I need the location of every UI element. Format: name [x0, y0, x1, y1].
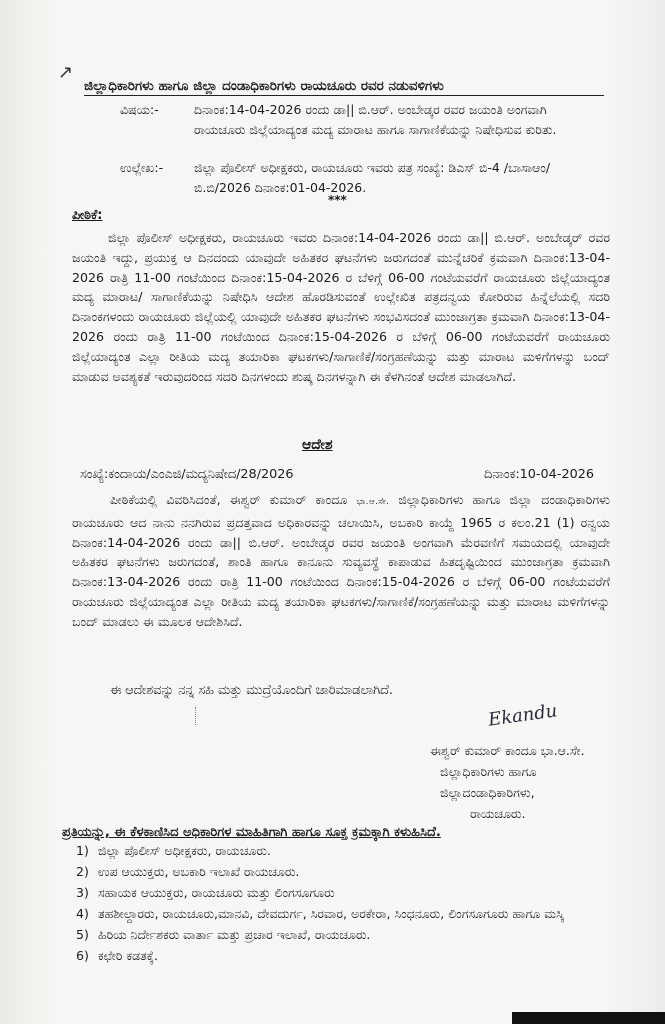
list-item-number: 4) [76, 906, 89, 921]
list-item-text: ಕಛೇರಿ ಕಡತಕ್ಕೆ. [98, 948, 158, 963]
separator-stars: *** [328, 193, 347, 207]
preamble-heading: ಪೀಠಿಕೆ: [72, 208, 103, 223]
list-item-number: 6) [76, 948, 89, 963]
order-body-part2: ಜಿಲ್ಲಾಧಿಕಾರಿಗಳು ಹಾಗೂ ಜಿಲ್ಲಾ ದಂಡಾಧಿಕಾರಿಗಳು ರಾಯಚೂರು ಆದ ನಾನು ನನಗಿರುವ ಪ್ರದತ್ತವಾದ ಅಧಿಕಾರವನ್ನು ಚಲಾಯಿಸಿ, ಅಬಕಾರಿ ಕಾಯ್ದೆ 1965 ರ ಕಲಂ.21 (1) ರನ್ವಯ ದಿನಾಂಕ:14-04-2026 ರಂದು ಡಾ|| ಬಿ.ಆರ್. ಅಂಬೇಡ್ಕರ ರವರ ಜಯಂತಿ ಅಂಗವಾಗಿ ಮೆರವಣಿಗೆ ಸಮಯದಲ್ಲಿ ಯಾವುದೇ ಅಹಿತಕರ ಘಟನೆಗಳು ಜರುಗದಂತೆ, ಶಾಂತಿ ಹಾಗೂ ಕಾನೂನು ಸುವ್ಯವಸ್ಥೆ ಕಾಪಾಡುವ ಹಿತದೃಷ್ಟಿಯಿಂದ ಮುಂಜಾಗ್ರತಾ ಕ್ರಮವಾಗಿ ದಿನಾಂಕ:13-04-2026 ರಂದು ರಾತ್ರಿ 11-00 ಗಂಟೆಯಿಂದ ದಿನಾಂಕ:15-04-2026 ರ ಬೆಳಿಗ್ಗೆ 06-00 ಗಂಟೆಯವರೆಗೆ ರಾಯಚೂರು ಜಿಲ್ಲೆಯಾದ್ಯಂತ ಎಲ್ಲಾ ರೀತಿಯ ಮದ್ಯ ತಯಾರಿಕಾ ಘಟಕಗಳು/ಸಾಗಾಣಿಕೆ/ಸಂಗ್ರಹಣೆಯನ್ನು ಮತ್ತು ಮಾರಾಟ ಮಳಿಗೆಗಳನ್ನು ಬಂದ್ ಮಾಡಲು ಈ ಮೂಲಕ ಆದೇಶಿಸಿದೆ. [72, 492, 610, 629]
reference-label: ಉಲ್ಲೇಖ:- [120, 160, 164, 175]
list-item-number: 5) [76, 927, 89, 942]
subject-section [120, 100, 590, 140]
list-item [76, 842, 616, 860]
list-item-number: 2) [76, 864, 89, 879]
officer-suffix: ಭಾ.ಆ.ಸೇ. [356, 497, 390, 507]
order-body-part1: ಪೀಠಿಕೆಯಲ್ಲಿ ವಿವರಿಸಿದಂತೆ, ಈಶ್ವರ್ ಕುಮಾರ್ ಕಾಂದೂ [110, 492, 348, 507]
list-item-text: ತಹಶೀಲ್ದಾರರು, ರಾಯಚೂರು,ಮಾನವಿ, ದೇವದುರ್ಗ, ಸಿರವಾರ, ಅರಕೇರಾ, ಸಿಂಧನೂರು, ಲಿಂಗಸೂಗೂರು ಹಾಗೂ ಮಸ್ಕಿ [98, 906, 564, 921]
order-date: ದಿನಾಂಕ:10-04-2026 [484, 467, 595, 482]
list-item-number: 1) [76, 843, 89, 858]
signature-block [430, 740, 585, 824]
list-item-text: ಉಪ ಆಯುಕ್ತರು, ಅಬಕಾರಿ ಇಲಾಖೆ ರಾಯಚೂರು. [98, 864, 300, 879]
list-item-text: ಜಿಲ್ಲಾ ಪೊಲೀಸ್ ಅಧೀಕ್ಷಕರು, ರಾಯಚೂರು. [98, 843, 271, 858]
preamble-body: ಜಿಲ್ಲಾ ಪೊಲೀಸ್ ಅಧೀಕ್ಷಕರು, ರಾಯಚೂರು ಇವರು ದಿನಾಂಕ:14-04-2026 ರಂದು ಡಾ|| ಬಿ.ಆರ್. ಅಂಬೇಡ್ಕರ್ ರವರ ಜಯಂತಿ ಇದ್ದು, ಪ್ರಯುಕ್ತ ಆ ದಿನದಂದು ಯಾವುದೇ ಅಹಿತಕರ ಘಟನೆಗಳು ಜರುಗದಂತೆ ಮುನ್ನೆಚರಿಕೆ ಕ್ರಮವಾಗಿ ದಿನಾಂಕ:13-04-2026 ರಾತ್ರಿ 11-00 ಗಂಟೆಯಿಂದ ದಿನಾಂಕ:15-04-2026 ರ ಬೆಳಿಗ್ಗೆ 06-00 ಗಂಟೆಯವರೆಗೆ ರಾಯಚೂರು ಜಿಲ್ಲೆಯಾದ್ಯಂತ ಮದ್ಯ ಮಾರಾಟ/ ಸಾಗಾಣಿಕೆಯನ್ನು ನಿಷೇಧಿಸಿ ಆದೇಶ ಹೊರಡಿಸುವಂತೆ ಉಲ್ಲೇಖಿತ ಪತ್ರದನ್ವಯ ಕೋರಿರುವ ಹಿನ್ನೆಲೆಯಲ್ಲಿ ಸದರಿ ದಿನಾಂಕಗಳಂದು ರಾಯಚೂರು ಜಿಲ್ಲೆಯಲ್ಲಿ ಯಾವುದೇ ಅಹಿತಕರ ಘಟನೆಗಳು ಸಂಭವಿಸದಂತೆ ಮುಂಜಾಗ್ರತಾ ಕ್ರಮವಾಗಿ ದಿನಾಂಕ:13-04-2026 ರಂದು ರಾತ್ರಿ 11-00 ಗಂಟೆಯಿಂದ ದಿನಾಂಕ:15-04-2026 ರ ಬೆಳಿಗ್ಗೆ 06-00 ಗಂಟೆಯವರೆಗೆ ರಾಯಚೂರು ಜಿಲ್ಲೆಯಾದ್ಯಂತ ಎಲ್ಲಾ ರೀತಿಯ ಮದ್ಯ ತಯಾರಿಕಾ ಘಟಕಗಳು/ಸಾಗಾಣಿಕೆ/ಸಂಗ್ರಹಣೆಯನ್ನು ಮತ್ತು ಮಾರಾಟ ಮಳಿಗೆಗಳನ್ನು ಬಂದ್ ಮಾಡುವ ಅವಶ್ಯಕತೆ ಇರುವುದರಿಂದ ಸದರಿ ದಿನಗಳಂದು ಶುಷ್ಕ ದಿನಗಳನ್ನಾಗಿ ಈ ಕೆಳಗಿನಂತೆ ಆದೇಶ ಮಾಡಲಾಗಿದೆ. [72, 230, 610, 384]
document-header: ಜಿಲ್ಲಾಧಿಕಾರಿಗಳು ಹಾಗೂ ಜಿಲ್ಲಾ ದಂಡಾಧಿಕಾರಿಗಳು ರಾಯಚೂರು ರವರ ನಡುವಳಿಗಳು [84, 78, 604, 96]
list-item-number: 3) [76, 885, 89, 900]
list-item-text: ಸಹಾಯಕ ಆಯುಕ್ತರು, ರಾಯಚೂರು ಮತ್ತು ಲಿಂಗಸೂಗೂರು [98, 885, 335, 900]
order-number: ಸಂಖ್ಯೆ:ಕಂದಾಯ/ಎಂಎಜಿ/ಮದ್ಯನಿಷೇದ/28/2026 [80, 467, 294, 482]
reference-text: ಜಿಲ್ಲಾ ಪೊಲೀಸ್ ಅಧೀಕ್ಷಕರು, ರಾಯಚೂರು ಇವರು ಪತ್ರ ಸಂಖ್ಯೆ: ಡಿಎಸ್ ಬಿ-4 /ಬಾಸಾಆಂ/ಬಿ.ಬಿ/2026 ದಿನಾಂಕ:01-04-2026. [194, 160, 551, 195]
subject-label: ವಿಷಯ:- [120, 102, 159, 117]
list-item [76, 905, 616, 923]
signatory-designation-1: ಜಿಲ್ಲಾಧಿಕಾರಿಗಳು ಹಾಗೂ [440, 764, 537, 779]
list-item [76, 863, 616, 881]
reference-section [120, 158, 600, 198]
order-heading: ಆದೇಶ [302, 437, 333, 453]
list-item-text: ಹಿರಿಯ ನಿರ್ದೇಶಕರು ವಾರ್ತಾ ಮತ್ತು ಪ್ರಚಾರ ಇಲಾಖೆ, ರಾಯಚೂರು. [98, 927, 371, 942]
list-item [76, 884, 616, 902]
copy-to-list [76, 842, 616, 968]
list-item [76, 947, 616, 965]
subject-text: ದಿನಾಂಕ:14-04-2026 ರಂದು ಡಾ|| ಬಿ.ಆರ್. ಅಂಬೇಡ್ಕರ ರವರ ಜಯಂತಿ ಅಂಗವಾಗಿ ರಾಯಚೂರು ಜಿಲ್ಲೆಯಾದ್ಯಂತ ಮದ್ಯ ಮಾರಾಟ ಹಾಗೂ ಸಾಗಾಣಿಕೆಯನ್ನು ನಿಷೇಧಿಸುವ ಕುರಿತು. [194, 102, 557, 137]
list-item [76, 926, 616, 944]
handwritten-signature: Ekandu [486, 700, 559, 731]
scan-edge-bar [512, 1012, 665, 1024]
issue-statement: ಈ ಆದೇಶವನ್ನು ನನ್ನ ಸಹಿ ಮತ್ತು ಮುದ್ರೆಯೊಂದಿಗೆ ಜಾರಿಮಾಡಲಾಗಿದೆ. [110, 683, 393, 698]
order-body [72, 490, 610, 632]
ink-smudge [195, 707, 200, 725]
signatory-place: ರಾಯಚೂರು. [470, 806, 526, 821]
signatory-designation-2: ಜಿಲ್ಲಾದಂಡಾಧಿಕಾರಿಗಳು, [440, 785, 535, 800]
copy-to-heading: ಪ್ರತಿಯನ್ನು, ಈ ಕೆಳಕಾಣಿಸಿದ ಅಧಿಕಾರಿಗಳ ಮಾಹಿತಿಗಾಗಿ ಹಾಗೂ ಸೂಕ್ತ ಕ್ರಮಕ್ಕಾಗಿ ಕಳುಹಿಸಿದೆ. [62, 825, 441, 840]
corner-mark-icon: ↗ [58, 62, 74, 83]
signatory-name: ಈಶ್ವರ್ ಕುಮಾರ್ ಕಾಂದೂ ಭಾ.ಆ.ಸೇ. [430, 743, 585, 758]
